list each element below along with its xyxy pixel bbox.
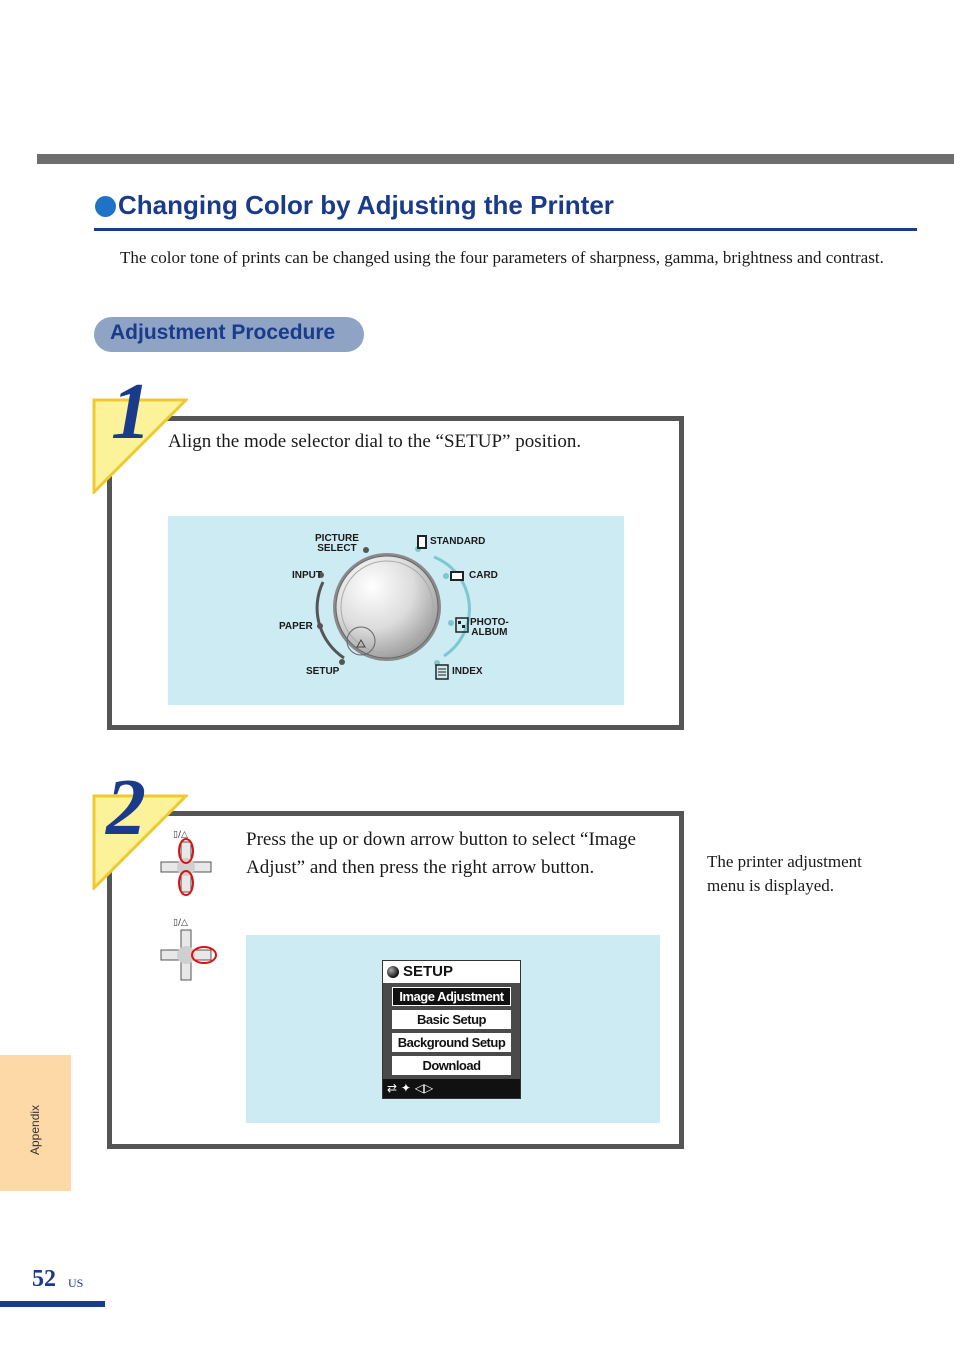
dial-label-picture-select: PICTURE SELECT bbox=[315, 533, 359, 554]
step2-instruction: Press the up or down arrow button to select “Image Adjust” and then press the right arrow button. bbox=[246, 829, 636, 878]
menu-item-basic-setup[interactable]: Basic Setup bbox=[392, 1010, 511, 1029]
dial-label-index: INDEX bbox=[452, 666, 483, 677]
dial-label-photo-album: PHOTO- ALBUM bbox=[470, 617, 509, 638]
lcd-menu bbox=[383, 983, 520, 1079]
step2-number: 2 bbox=[106, 764, 146, 852]
appendix-side-tab bbox=[0, 1055, 71, 1191]
header-rule bbox=[37, 154, 954, 164]
menu-item-image-adjustment[interactable]: Image Adjustment bbox=[392, 987, 511, 1006]
lcd-screen bbox=[382, 960, 521, 1099]
lcd-title: SETUP bbox=[403, 963, 454, 980]
page-number: 52 bbox=[32, 1266, 56, 1292]
section-title-text: Changing Color by Adjusting the Printer bbox=[118, 190, 614, 220]
section-title bbox=[94, 190, 917, 231]
dial-label-input: INPUT bbox=[292, 570, 322, 581]
step1-number: 1 bbox=[111, 368, 151, 456]
side-tab-label: Appendix bbox=[28, 1104, 42, 1155]
setup-dot-icon bbox=[387, 966, 399, 978]
dial-label-paper: PAPER bbox=[279, 621, 313, 632]
dpad-up-down-icon bbox=[155, 826, 219, 898]
menu-item-download[interactable]: Download bbox=[392, 1056, 511, 1075]
dial-label-card: CARD bbox=[469, 570, 498, 581]
bullet-icon bbox=[95, 196, 116, 217]
subheading-text: Adjustment Procedure bbox=[110, 321, 336, 344]
intro-paragraph: The color tone of prints can be changed using the four parameters of sharpness, gamma, brightness and contrast. bbox=[120, 248, 884, 267]
svg-text:▯/△: ▯/△ bbox=[173, 830, 188, 840]
dpad-right-icon bbox=[155, 914, 219, 986]
svg-text:▯/△: ▯/△ bbox=[173, 918, 188, 928]
page-number-suffix: US bbox=[68, 1276, 84, 1290]
side-note: The printer adjustment menu is displayed. bbox=[707, 852, 862, 895]
dial-label-standard: STANDARD bbox=[430, 536, 486, 547]
lcd-footer-nav-icons: ⇄ ✦ ◁▷ bbox=[383, 1079, 520, 1098]
footer-rule bbox=[0, 1301, 105, 1307]
mode-dial-illustration bbox=[168, 516, 624, 705]
dial-illustration-panel bbox=[168, 516, 624, 705]
menu-item-background-setup[interactable]: Background Setup bbox=[392, 1033, 511, 1052]
step1-instruction: Align the mode selector dial to the “SETUP” position. bbox=[168, 431, 582, 452]
dial-label-setup: SETUP bbox=[306, 666, 340, 677]
subheading-pill bbox=[94, 317, 364, 352]
